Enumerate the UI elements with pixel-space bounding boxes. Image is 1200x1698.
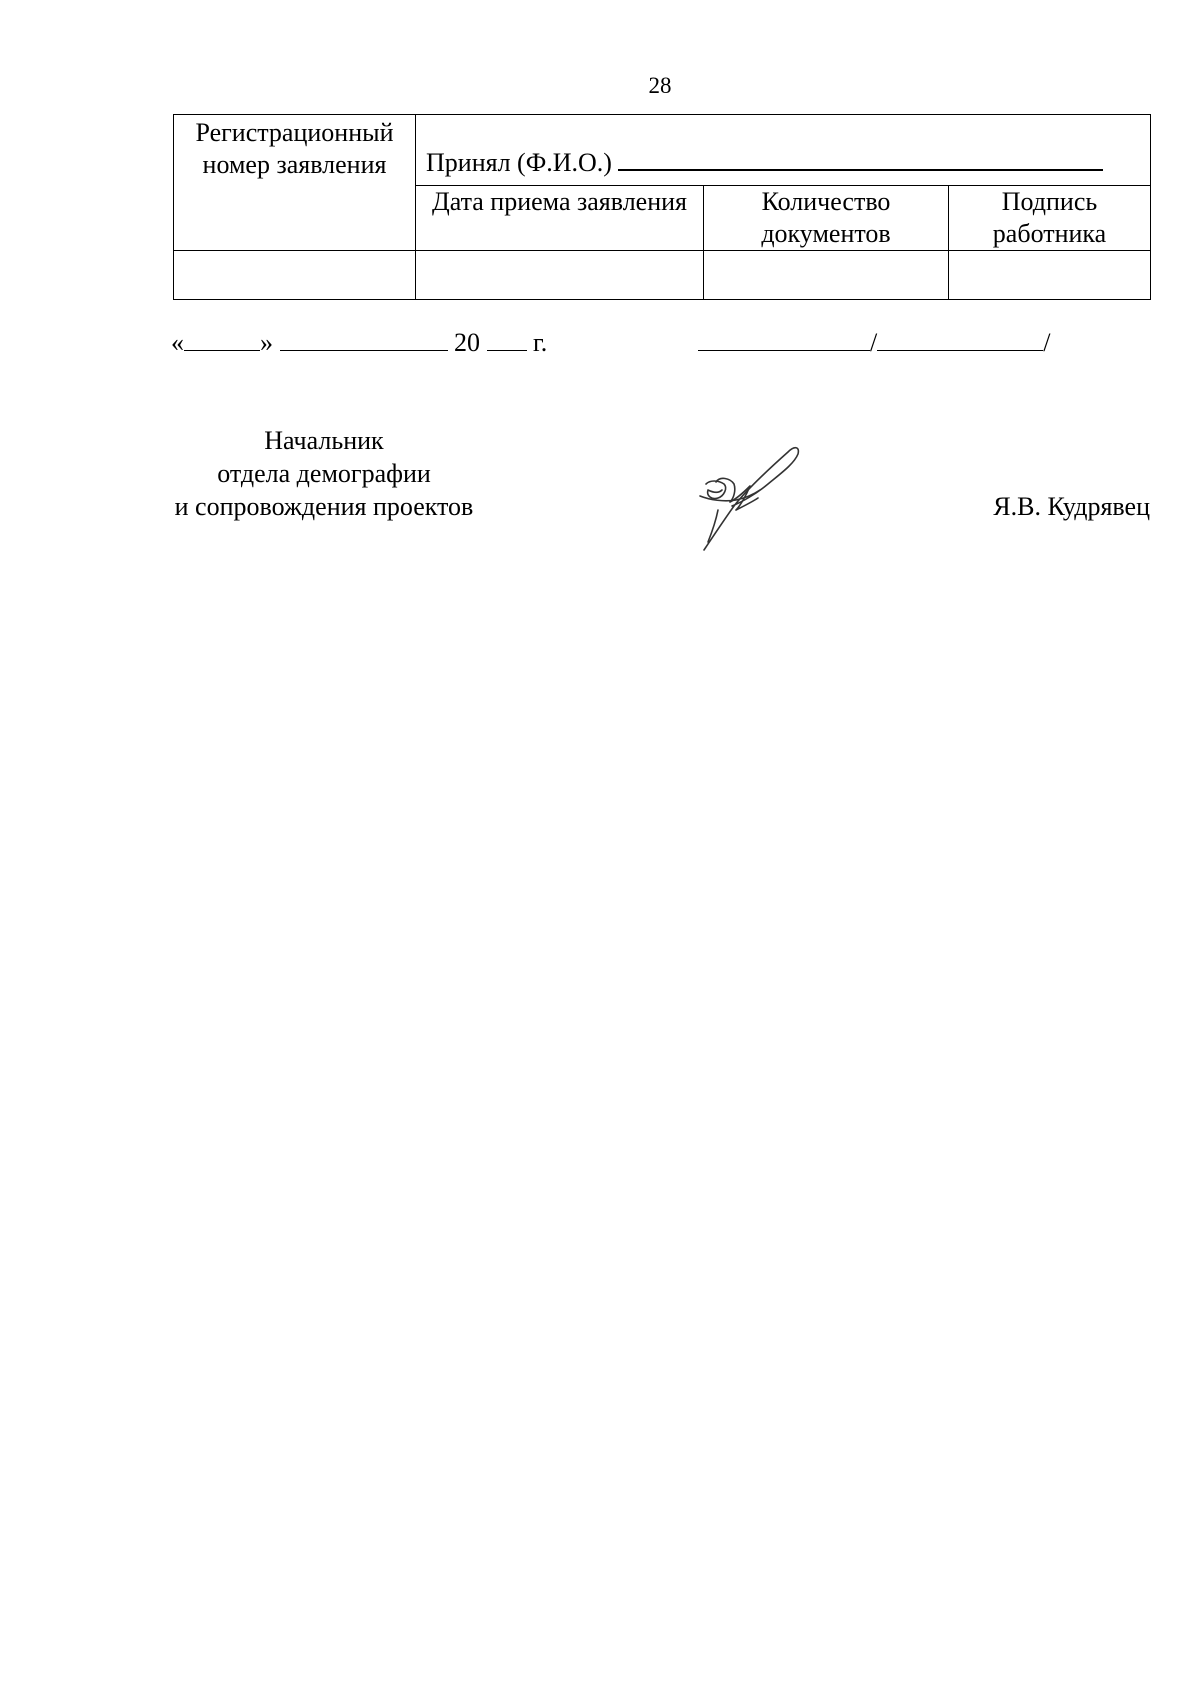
- column-header-doc-count: Количество документов: [704, 186, 949, 251]
- empty-cell-reg-number: [174, 251, 416, 300]
- position-title: [158, 424, 490, 523]
- empty-cell-signature: [949, 251, 1151, 300]
- signature-blank: [698, 328, 870, 351]
- name-blank: [877, 328, 1043, 351]
- handwritten-signature: [690, 440, 810, 555]
- position-title-line-1: Начальник: [264, 426, 384, 455]
- received-by-blank-line: [618, 145, 1103, 171]
- position-title-line-3: и сопровождения проектов: [174, 492, 474, 521]
- date-close-quote: »: [260, 328, 273, 357]
- column-header-employee-signature: Подпись работника: [949, 186, 1151, 251]
- signature-fill-line: [698, 327, 1050, 359]
- date-open-quote: «: [171, 328, 184, 357]
- signature-separator: /: [870, 328, 878, 357]
- reg-number-header: Регистрационный номер заявления: [174, 115, 416, 251]
- year-suffix: г.: [533, 328, 548, 357]
- received-by-cell: [416, 115, 1151, 186]
- year-blank: [487, 328, 527, 351]
- empty-cell-doc-count: [704, 251, 949, 300]
- date-fill-line: [171, 327, 547, 359]
- signature-end-slash: /: [1043, 328, 1051, 357]
- day-blank: [184, 328, 260, 351]
- registration-table: [173, 114, 1151, 300]
- page-number: 28: [648, 73, 672, 98]
- signer-name: Я.В. Кудрявец: [993, 492, 1150, 521]
- column-header-date: Дата приема заявления: [416, 186, 704, 251]
- empty-cell-date: [416, 251, 704, 300]
- position-title-line-2: отдела демографии: [217, 459, 431, 488]
- year-prefix: 20: [454, 328, 480, 357]
- received-by-label: Принял (Ф.И.О.): [426, 148, 612, 177]
- month-blank: [280, 328, 448, 351]
